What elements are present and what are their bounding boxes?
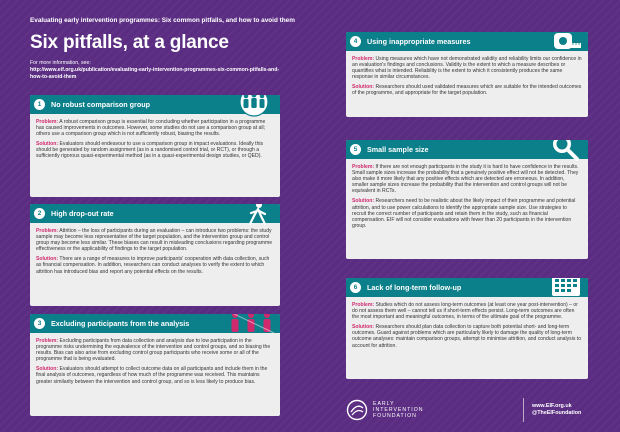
problem-text: Using measures which have not demonstrated validity and reliability limits our confidence in an evaluation's findings and conclusions. Validity is the extent to which a measure describes or quantifies what is intended. Reliability is the extent to which it consistently produces the same response in similar circumstances.: [352, 56, 582, 81]
eif-logo-text: [373, 401, 424, 420]
solution-text: Researchers should plan data collection to capture both potential short- and long-term outcomes. Guard against problems which are particularly likely to damage the quality of long-term outcome analyses: maintain comparison groups, attempt to minimise attrition, and conduct analysis to account for attrition.: [352, 324, 582, 349]
pitfall-title: Excluding participants from the analysis: [51, 319, 190, 328]
pitfall-body: [346, 51, 588, 101]
solution-label: Solution:: [352, 198, 375, 205]
pitfall-number-badge: 3: [34, 318, 45, 329]
footer-links: [532, 403, 581, 417]
pitfall-number-badge: 1: [34, 99, 45, 110]
more-info-link[interactable]: http://www.eif.org.uk/publication/evaluating-early-intervention-programmes-six-common-pitfalls-and-how-to-avoid-them: [30, 66, 280, 80]
pitfall-card-2: [30, 204, 280, 306]
solution-text: Researchers should used validated measures which are suitable for the intended outcomes of the programme, and appropriate for the target population.: [352, 84, 582, 97]
problem-label: Problem:: [36, 119, 59, 125]
problem-text: Studies which do not assess long-term outcomes (at least one year post-intervention) – or do not assess them well – cannot tell us if short-term effects persist. Long-term outcomes are often the most important and meaningful outcomes, in terms of the ultimate goal of the programme.: [352, 302, 578, 321]
pitfall-number-badge: 4: [350, 36, 361, 47]
twitter-handle[interactable]: @TheEIFoundation: [532, 410, 582, 416]
excluded-people-icon: [226, 314, 276, 335]
solution-label: Solution:: [352, 324, 375, 331]
pitfall-card-3: [30, 314, 280, 416]
solution-text: There are a range of measures to improve participants' cooperation with data collection, such as financial compensation. In addition, researchers can conduct analyses to verify the extent to which attrition has introduced bias and report any potential effects on the results.: [36, 256, 270, 275]
pitfall-card-6: [346, 278, 588, 379]
pitfall-body: [30, 333, 280, 389]
footer-divider: [523, 398, 524, 422]
problem-text: A robust comparison group is essential for concluding whether participation in a programme has caused improvements in outcomes. However, some studies do not use a comparison group at all; others use a comparison group which is not sufficiently robust, biasing the results.: [36, 119, 266, 138]
people-group-icon: [232, 95, 276, 117]
solution-label: Solution:: [36, 366, 59, 373]
problem-label: Problem:: [36, 228, 59, 234]
problem-text: If there are not enough participants in the study it is hard to have confidence in the results. Small sample sizes increase the probability that a genuinely positive effect will not be detected. They also make it more likely that any positive effects which are detected are erroneous. In addition, smaller sample sizes increase the probability that the intervention and control groups will not be equivalent in RCTs.: [352, 164, 579, 195]
pitfall-title: High drop-out rate: [51, 209, 114, 218]
problem-label: Problem:: [36, 338, 59, 344]
problem-label: Problem:: [352, 302, 375, 308]
solution-text: Researchers need to be realistic about the likely impact of their programme and potential attrition, and to use power calculations to identify the appropriate sample size. Use strategies to recruit the correct number of participants and retain them in the study, such as financial compensation. EIF will not consider evaluations with fewer than 20 participants in the intervention group.: [352, 198, 576, 229]
tape-measure-icon: [552, 32, 582, 52]
org-name-line1: EARLY: [373, 400, 395, 407]
walking-person-icon: [242, 204, 272, 226]
pitfall-title: No robust comparison group: [51, 100, 151, 109]
solution-text: Evaluators should endeavour to use a comparison group in impact evaluations. Ideally this should be generated by random assignment (as in a randomised control trial, or RCT), or through a sufficiently rigorous quasi-experimental method (as in a quasi-experimental design studies, or QED).: [36, 141, 264, 160]
magnifying-glass-icon: [550, 140, 580, 162]
solution-label: Solution:: [352, 84, 375, 91]
document-kicker: Evaluating early intervention programmes: Six common pitfalls, and how to avoid them: [30, 17, 295, 24]
problem-label: Problem:: [352, 56, 375, 62]
pitfall-title: Small sample size: [367, 145, 429, 154]
pitfall-number-badge: 2: [34, 208, 45, 219]
eif-logo-icon: [346, 399, 368, 421]
org-name-line2: INTERVENTION: [373, 406, 424, 413]
solution-label: Solution:: [36, 141, 59, 148]
problem-label: Problem:: [352, 164, 375, 170]
calendar-icon: [550, 278, 582, 298]
problem-text: Attrition – the loss of participants during an evaluation – can introduce two problems: the study sample may become less representative of the target population, and the intervention group and control group may become less similar. These biases can result in misleading conclusions regarding programme effectiveness or the applicability of findings to the target population.: [36, 228, 273, 253]
more-info-label: For more information, see:: [30, 60, 91, 66]
pitfall-body: [346, 297, 588, 353]
pitfall-title: Lack of long-term follow-up: [367, 283, 462, 292]
pitfall-body: [30, 223, 280, 279]
pitfall-title: Using inappropriate measures: [367, 37, 471, 46]
pitfall-body: [346, 159, 588, 233]
pitfall-card-4: [346, 32, 588, 117]
pitfall-card-1: [30, 95, 280, 197]
pitfall-body: [30, 114, 280, 164]
solution-label: Solution:: [36, 256, 59, 263]
pitfall-number-badge: 6: [350, 282, 361, 293]
more-info: [30, 60, 280, 80]
page-title: Six pitfalls, at a glance: [30, 32, 229, 53]
website-link[interactable]: www.EIF.org.uk: [532, 403, 572, 409]
solution-text: Evaluators should attempt to collect outcome data on all participants and include them in the final analysis of outcomes, regardless of how much of the programme was received. This maintains greater similarity between the intervention and control group, and so is less likely to produce bias.: [36, 366, 268, 385]
pitfall-card-5: [346, 140, 588, 259]
org-name-line3: FOUNDATION: [373, 413, 417, 420]
problem-text: Excluding participants from data collection and analysis due to low participation in the programme risks undermining the equivalence of the intervention and control groups, and so biasing the results. Bias can also arise from excluding control group participants who receive some or all of the programme that is being evaluated.: [36, 338, 271, 363]
pitfall-number-badge: 5: [350, 144, 361, 155]
eif-logo: [346, 399, 424, 421]
